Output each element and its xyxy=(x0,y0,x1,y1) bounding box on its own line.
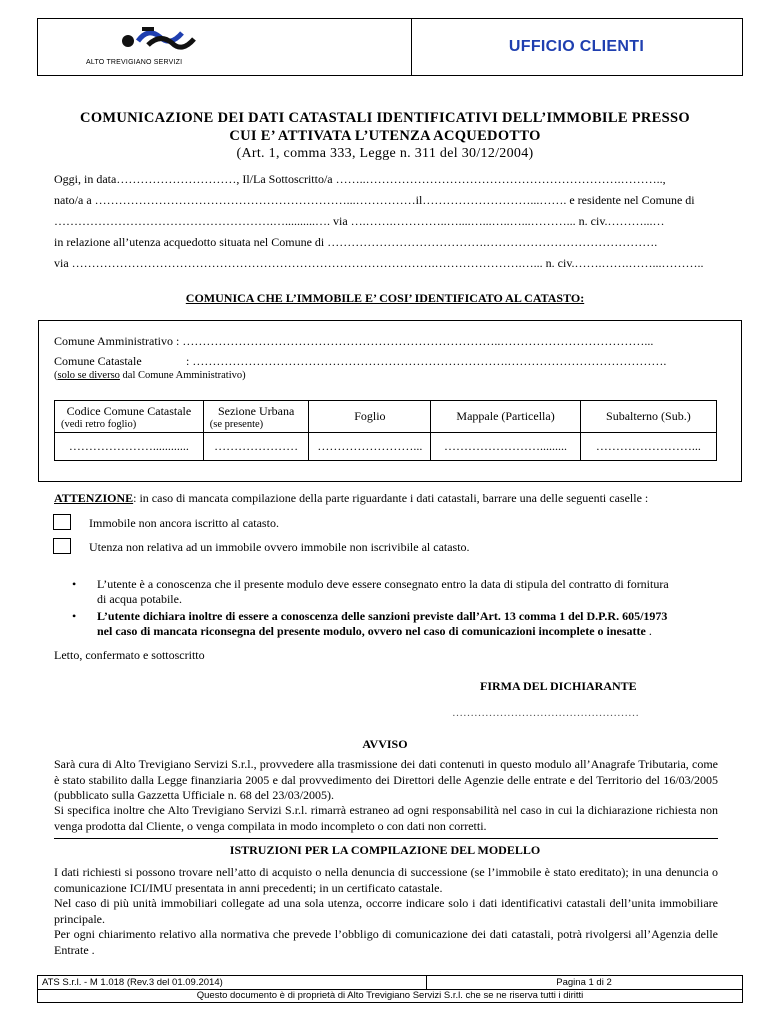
bullet2-line2-wrap xyxy=(97,624,652,639)
form-line-utenza-via[interactable]: via ……………………………………………………………………………….………………….…... n. civ.…….…….……...……….. xyxy=(54,256,704,270)
letto-confermato: Letto, confermato e sottoscritto xyxy=(54,648,205,662)
doc-title-line2: CUI E’ ATTIVATA L’UTENZA ACQUEDOTTO xyxy=(229,128,541,144)
value-foglio[interactable]: ……………………... xyxy=(309,433,431,461)
bullet2-line1: L’utente dichiara inoltre di essere a conoscenza delle sanzioni previste dall’Art. 13 comma 1 del D.P.R. 605/1973 xyxy=(97,609,668,623)
footer-property: Questo documento è di proprietà di Alto Trevigiano Servizi S.r.l. che se ne riserva tutti i diritti xyxy=(196,990,584,1001)
doc-title-line1: COMUNICAZIONE DEI DATI CATASTALI IDENTIFICATIVI DELL’IMMOBILE PRESSO xyxy=(80,110,690,126)
note-underlined: solo se diverso xyxy=(57,370,120,381)
logo-text: ALTO TREVIGIANO SERVIZI xyxy=(86,59,183,66)
form-line-date-name[interactable]: Oggi, in data…………………………, Il/La Sottoscritto/a ……..……………………………………………………….……….., xyxy=(54,172,666,186)
header-box xyxy=(37,18,743,76)
bullet1-line1: L’utente è a conoscenza che il presente modulo deve essere consegnato entro la data di stipula del contratto di fornitura xyxy=(97,577,669,591)
avviso-paragraph-2: Si specifica inoltre che Alto Trevigiano Servizi S.r.l. rimarrà estraneo ad ogni responsabilità nel caso in cui la dichiarazione richiesta non venga prodotta dal Cliente, o venga compilata in modo incompleto o con dati non corretti. xyxy=(54,803,718,833)
istruzioni-paragraph-1: I dati richiesti si possono trovare nell’atto di acquisto o nella denuncia di successione (se l’immobile è stato ereditato); in una denuncia o comunicazione ICI/IMU presentata in anni precedenti; in un certificato catastale. xyxy=(54,865,718,895)
form-line-residence[interactable]: ……………………………………………….…..........…. via ….…….…………..…....…...…..…...………... n. civ.………...… xyxy=(54,214,665,228)
form-line-birth[interactable]: nato/a a ………………………………………………………...……………il………………………...……. e residente nel Comune di xyxy=(54,193,695,207)
col-sub: (se presente) xyxy=(209,418,264,430)
firma-field[interactable]: …………………………………………… xyxy=(452,707,639,719)
istruzioni-paragraph-2: Nel caso di più unità immobiliari collegate ad una sola utenza, occorre indicare solo i dati identificativi catastali dell’unita immobiliare principale. xyxy=(54,896,718,926)
attenzione-line xyxy=(54,491,648,506)
separator-line xyxy=(54,838,718,839)
catasto-table xyxy=(54,400,717,461)
bullet-dot: • xyxy=(72,577,77,591)
bullet2-tail: . xyxy=(645,624,652,638)
bullet1-line2: di acqua potabile. xyxy=(97,592,182,606)
avviso-title: AVVISO xyxy=(362,737,408,751)
comune-catastale-label: Comune Catastale xyxy=(54,354,142,368)
checkbox-non-relativa[interactable] xyxy=(53,538,71,554)
doc-title-line3: (Art. 1, comma 333, Legge n. 311 del 30/12/2004) xyxy=(236,146,534,161)
comune-amministrativo-field[interactable]: Comune Amministrativo : ……………………………………………………………………..………………………………... xyxy=(54,334,654,348)
note-rest: dal Comune Amministrativo) xyxy=(119,370,246,381)
checkbox-non-iscritto[interactable] xyxy=(53,514,71,530)
istruzioni-title: ISTRUZIONI PER LA COMPILAZIONE DEL MODELLO xyxy=(229,843,541,857)
office-title: UFFICIO CLIENTI xyxy=(508,38,645,55)
option-non-iscritto: Immobile non ancora iscritto al catasto. xyxy=(89,516,279,530)
istruzioni-paragraph-3: Per ogni chiarimento relativo alla normativa che prevede l’obbligo di comunicazione dei dati catastali, potrà rivolgersi all’Agenzia delle Entrate . xyxy=(54,927,718,957)
value-mappale[interactable]: ……………………......... xyxy=(431,433,580,461)
catasto-value-row xyxy=(55,433,717,461)
form-line-utenza-comune[interactable]: in relazione all’utenza acquedotto situata nel Comune di ………………………………….……………………………………. xyxy=(54,235,658,249)
footer-page-number: Pagina 1 di 2 xyxy=(556,977,612,988)
attenzione-label: ATTENZIONE xyxy=(54,491,134,505)
col-mappale: Mappale (Particella) xyxy=(431,401,580,433)
note-paren: ( xyxy=(54,370,58,381)
bullet-dot: • xyxy=(72,609,77,623)
col-codice-comune xyxy=(55,401,204,433)
col-foglio: Foglio xyxy=(309,401,431,433)
bullet2-line2: nel caso di mancata riconsegna del presente modulo, ovvero nel caso di comunicazioni incomplete o inesatte xyxy=(97,624,646,638)
firma-label: FIRMA DEL DICHIARANTE xyxy=(480,679,637,693)
comune-catastale-field[interactable]: : …………………………………………………………………….…………………………………. xyxy=(186,354,667,368)
col-subalterno: Subalterno (Sub.) xyxy=(580,401,716,433)
col-sub: (vedi retro foglio) xyxy=(61,418,137,430)
attenzione-text: : in caso di mancata compilazione della parte riguardante i dati catastali, barrare una delle seguenti caselle : xyxy=(133,491,649,505)
footer-doc-ref: ATS S.r.l. - M 1.018 (Rev.3 del 01.09.2014) xyxy=(42,977,223,988)
option-non-relativa: Utenza non relativa ad un immobile ovvero immobile non iscrivibile al catasto. xyxy=(89,540,470,554)
catasto-header-row xyxy=(55,401,717,433)
col-label: Sezione Urbana xyxy=(217,403,295,418)
col-sezione-urbana xyxy=(203,401,309,433)
value-codice-comune[interactable]: …………………............ xyxy=(55,433,204,461)
col-label: Codice Comune Catastale xyxy=(66,403,192,418)
value-subalterno[interactable]: ……………………... xyxy=(580,433,716,461)
comune-catastale-note xyxy=(54,370,246,381)
comunica-heading: COMUNICA CHE L’IMMOBILE E’ COSI’ IDENTIFICATO AL CATASTO: xyxy=(185,291,585,305)
footer-box xyxy=(37,975,743,1003)
ats-logo-icon xyxy=(78,21,218,61)
value-sezione-urbana[interactable]: ………………… xyxy=(203,433,309,461)
logo-area xyxy=(38,19,412,75)
avviso-paragraph-1: Sarà cura di Alto Trevigiano Servizi S.r.l., provvedere alla trasmissione dei dati contenuti in questo modulo all’Anagrafe Tributaria, come è stato stabilito dalla Legge finanziaria 2005 e dal provvedimento dei Direttori delle Agenzie delle entrate e del Territorio del 16/03/2005 (pubblicato sulla Gazzetta Ufficiale n. 68 del 23/03/2005). xyxy=(54,757,718,802)
footer-row-1 xyxy=(38,976,742,990)
